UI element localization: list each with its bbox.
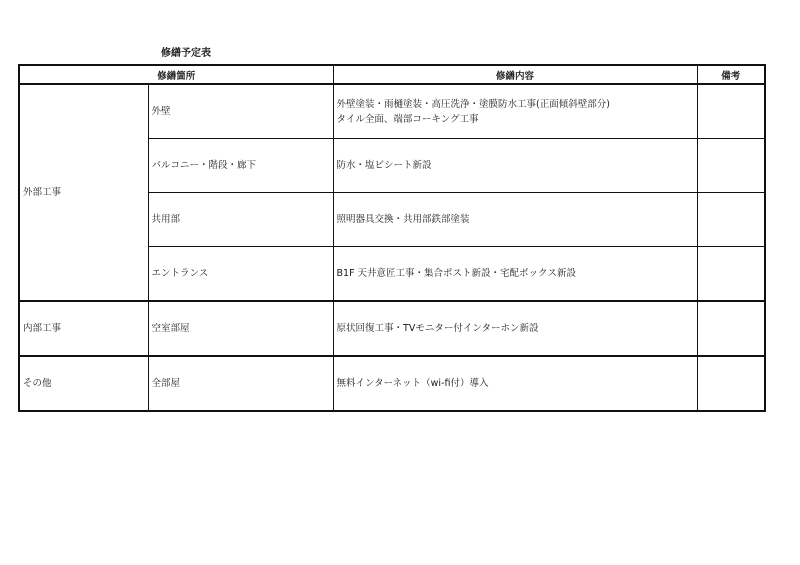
remarks-cell [697,84,765,139]
remarks-cell [697,247,765,302]
location-cell: 共用部 [148,193,333,247]
content-line: タイル全面、端部コーキング工事 [336,113,479,125]
remarks-cell [697,356,765,411]
content-cell [333,84,697,139]
category-cell: その他 [19,356,148,411]
location-cell: 空室部屋 [148,301,333,356]
content-cell [333,356,697,411]
location-cell: 全部屋 [148,356,333,411]
location-cell: エントランス [148,247,333,302]
content-line: B1F 天井意匠工事・集合ポスト新設・宅配ボックス新設 [336,268,576,279]
location-cell: バルコニー・階段・廊下 [148,139,333,193]
remarks-cell [697,193,765,247]
table-row [19,84,765,139]
content-line: 照明器具交換・共用部鉄部塗装 [336,214,470,225]
table-row [19,301,765,356]
category-cell: 内部工事 [19,301,148,356]
location-cell: 外壁 [148,84,333,139]
header-remarks: 備考 [697,65,765,84]
repair-schedule-table [18,64,766,412]
content-line: 外壁塗装・雨樋塗装・高圧洗浄・塗膜防水工事(正面傾斜壁部分) [336,98,610,110]
header-repair-location: 修繕箇所 [19,65,333,84]
content-cell [333,193,697,247]
content-line: 防水・塩ビシート新設 [336,160,432,171]
table-header-row [19,65,765,84]
content-cell [333,301,697,356]
remarks-cell [697,301,765,356]
remarks-cell [697,139,765,193]
document-title: 修繕予定表 [161,48,211,59]
content-line: 原状回復工事・TVモニター付インターホン新設 [336,323,539,334]
content-cell [333,139,697,193]
content-cell [333,247,697,302]
table-row [19,356,765,411]
content-line: 無料インターネット（wi-fi付）導入 [336,378,489,389]
category-cell: 外部工事 [19,84,148,301]
header-repair-content: 修繕内容 [333,65,697,84]
